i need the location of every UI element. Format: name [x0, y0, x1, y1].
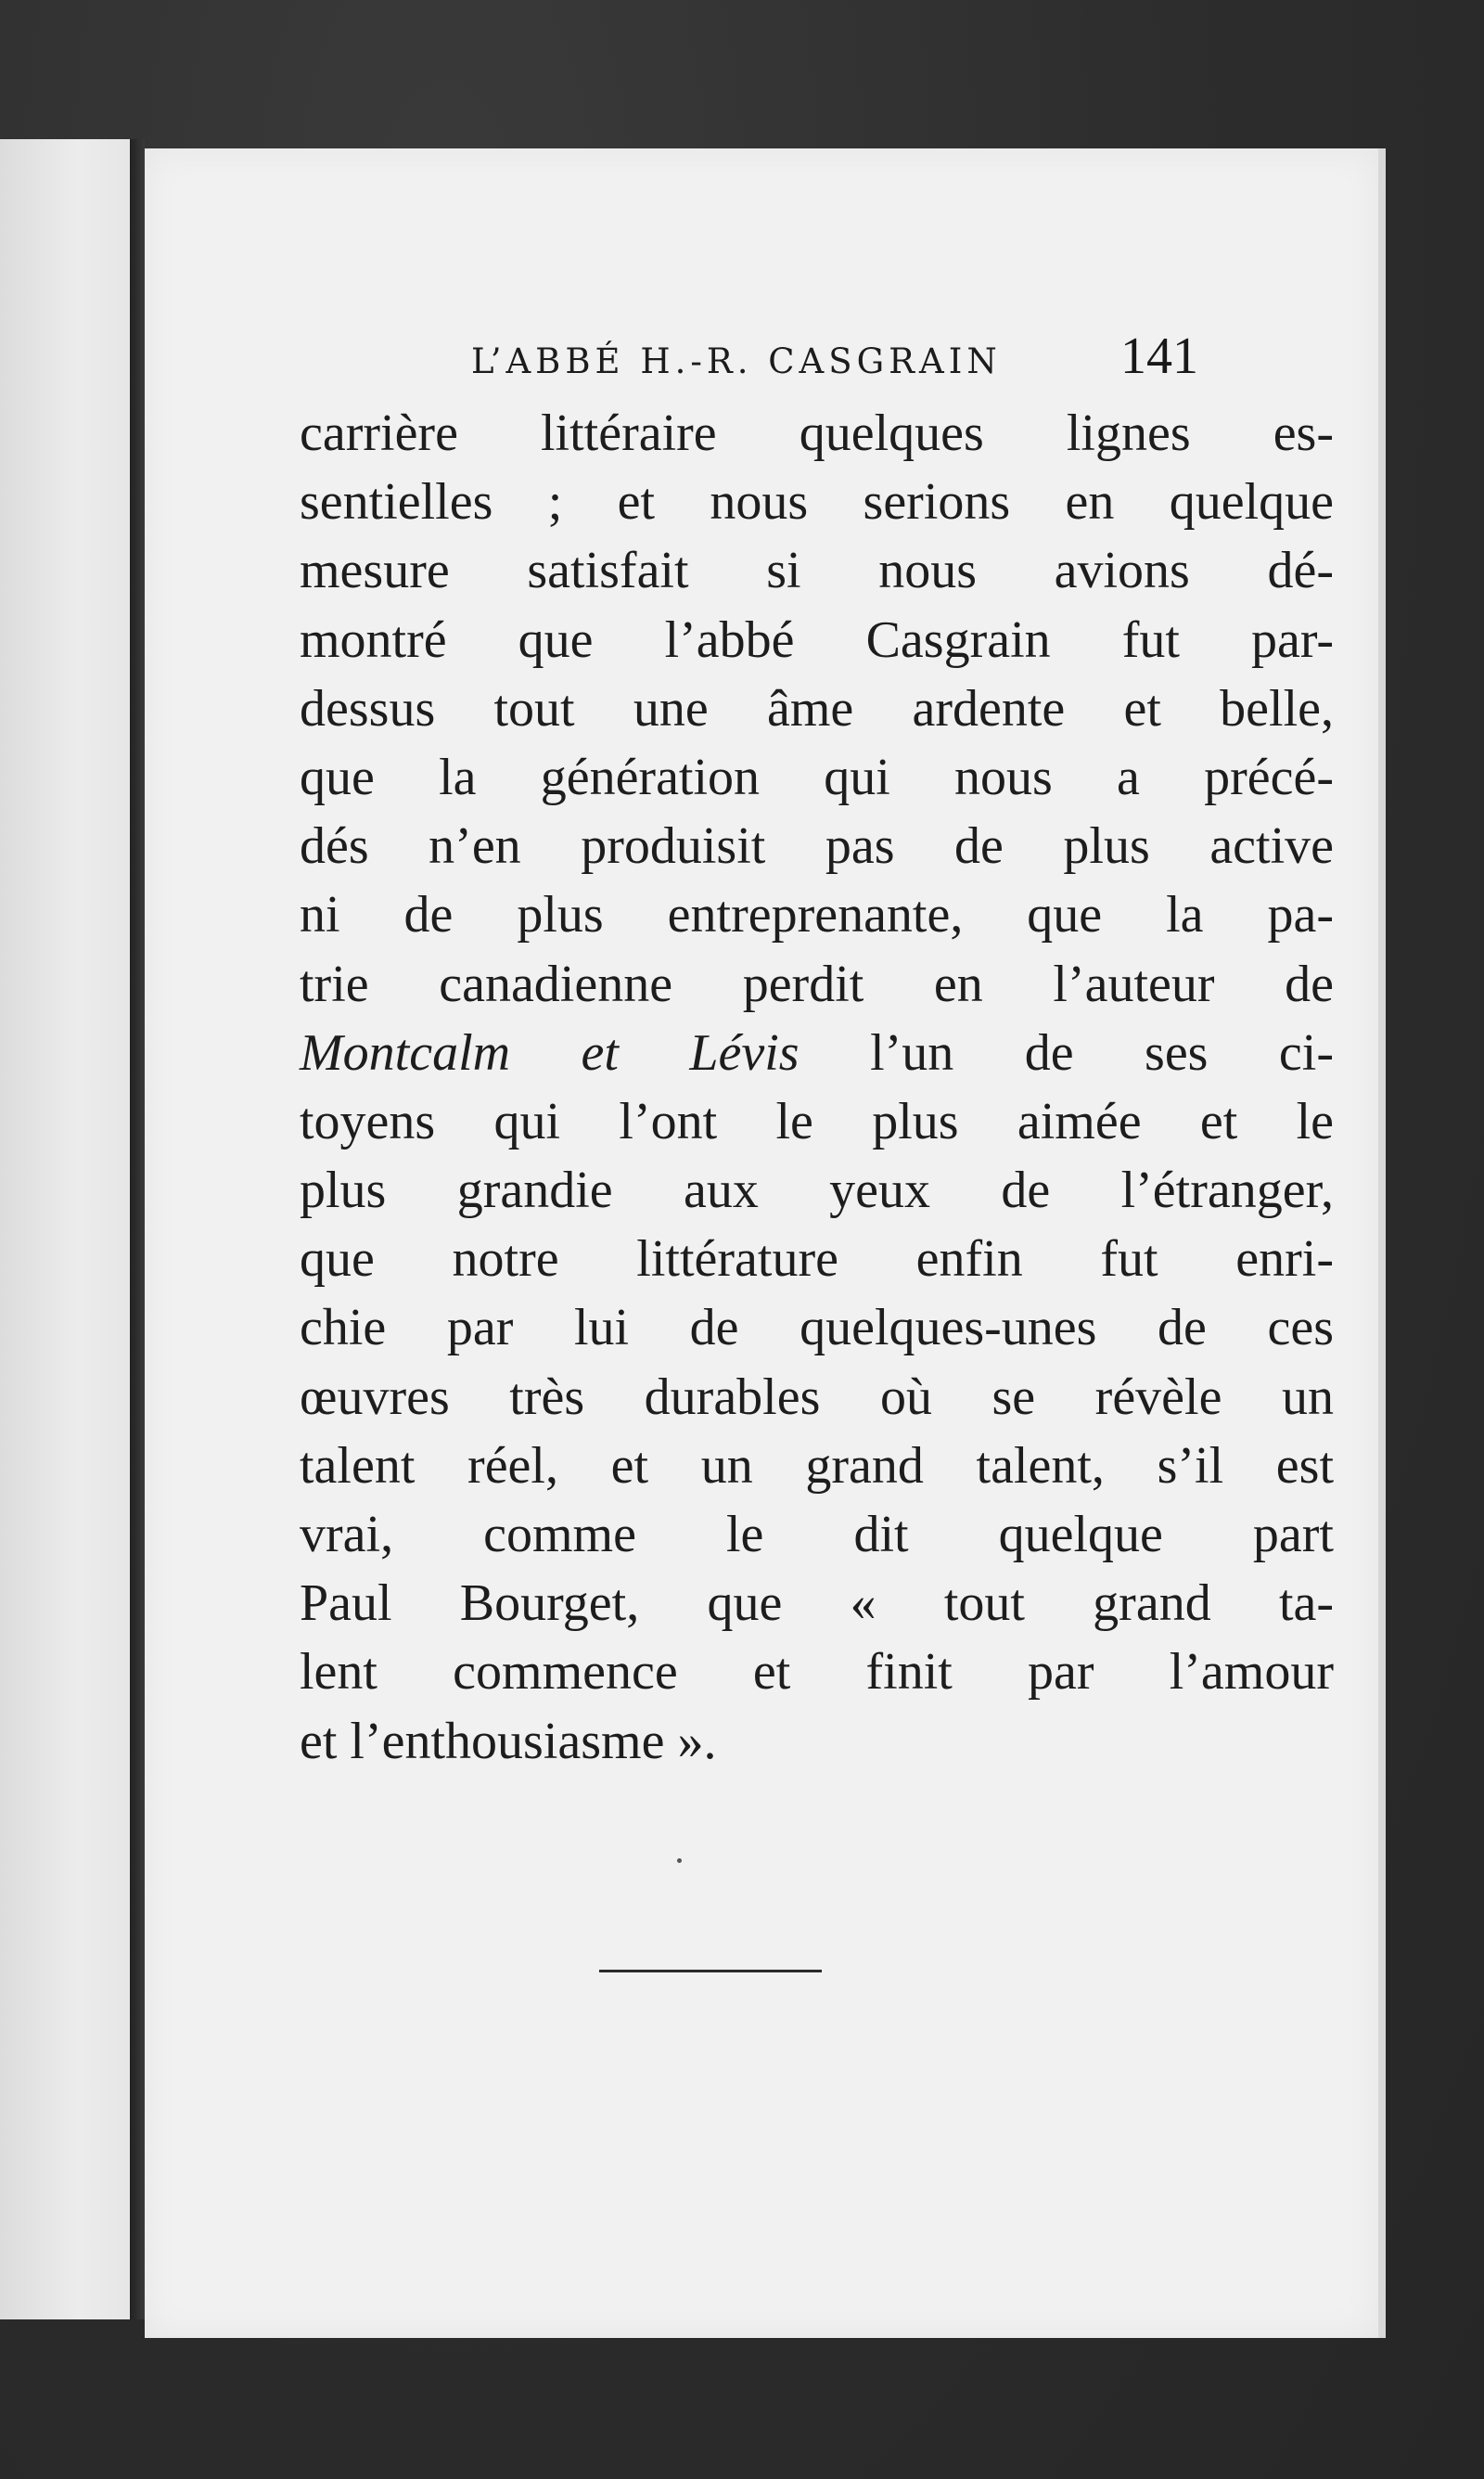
text-line: trie canadienne perdit en l’auteur de: [300, 955, 1334, 1013]
text-line: montré que l’abbé Casgrain fut par-: [300, 610, 1334, 669]
text-line: que notre littérature enfin fut enri-: [300, 1230, 1334, 1289]
text-line: dessus tout une âme ardente et belle,: [300, 679, 1334, 738]
text-line: sentielles ; et nous serions en quelque: [300, 473, 1334, 532]
text-line: carrière littéraire quelques lignes es-: [300, 405, 1334, 462]
body-text: [300, 399, 1334, 1776]
text-line: ni de plus entreprenante, que la pa-: [300, 886, 1334, 944]
facing-page-edge: [0, 139, 135, 2319]
section-end-rule: [599, 1970, 822, 1972]
text-line: que la génération qui nous a précé-: [300, 748, 1334, 806]
text-line: vrai, comme le dit quelque part: [300, 1506, 1334, 1563]
text-line: plus grandie aux yeux de l’étranger,: [300, 1162, 1334, 1220]
text-line: chie par lui de quelques-unes de ces: [300, 1299, 1334, 1357]
text-line: talent réel, et un grand talent, s’il est: [300, 1436, 1334, 1495]
running-head-title: L’ABBÉ H.-R. CASGRAIN: [471, 341, 1002, 381]
text-line: lent commence et finit par l’amour: [300, 1643, 1334, 1702]
book-title: Montcalm et Lévis: [300, 1023, 800, 1082]
text-line: œuvres très durables où se révèle un: [300, 1368, 1334, 1426]
ink-speck: [677, 1858, 682, 1863]
text-line-with-title: [300, 1019, 1334, 1087]
text-line-final: et l’enthousiasme ».: [300, 1712, 717, 1770]
text-line: Paul Bourget, que « tout grand ta-: [300, 1574, 1334, 1633]
book-page: [145, 148, 1386, 2338]
text-line: dés n’en produisit pas de plus active: [300, 817, 1334, 876]
running-head: [145, 325, 1198, 385]
text-line-rest: l’un de ses ci-: [799, 1023, 1334, 1082]
text-line: toyens qui l’ont le plus aimée et le: [300, 1092, 1334, 1150]
book-gutter: [130, 139, 145, 2319]
page-number: 141: [1120, 328, 1198, 385]
text-line: mesure satisfait si nous avions dé-: [300, 542, 1334, 600]
